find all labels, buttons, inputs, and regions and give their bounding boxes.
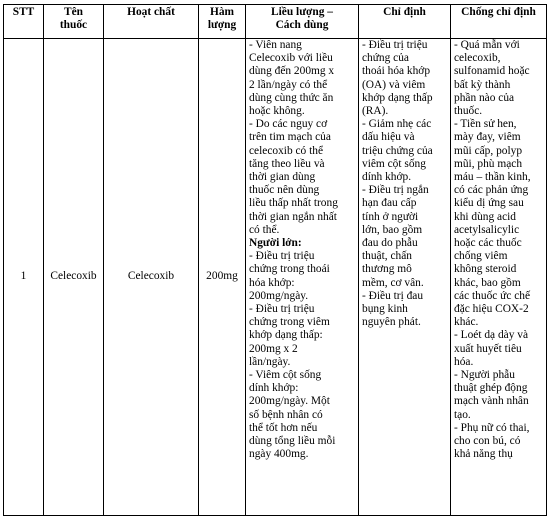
text-line: khác. — [454, 316, 479, 329]
text-line: đau do phẫu — [362, 237, 418, 250]
text-line: - Do các nguy cơ — [249, 118, 328, 131]
text-line: có các phản ứng — [454, 184, 529, 197]
text-line: dấu hiệu và — [362, 131, 415, 144]
cell-chong-chi-dinh — [451, 39, 547, 516]
text-line: viêm cột sống — [362, 157, 426, 170]
text-line: 2 lần/ngày có thể — [249, 78, 328, 91]
text-line: phần nào của — [454, 91, 515, 104]
text-line: hóa. — [454, 355, 474, 368]
header-ten-thuoc: Tên thuốc — [44, 5, 104, 39]
header-row — [4, 5, 547, 39]
text-line: thương mô — [362, 263, 412, 276]
text-line: - Điều trị triệu — [249, 250, 315, 263]
text-line: chứng của — [362, 52, 409, 65]
text-line: nguyên phát. — [362, 316, 421, 329]
text-line: có thể. — [249, 223, 280, 236]
header-hoat-chat: Hoạt chất — [104, 5, 199, 39]
text-line: 200mg x 2 — [249, 342, 298, 355]
text-line: khác, bao gồm — [454, 276, 521, 289]
text-line: - Loét dạ dày và — [454, 329, 529, 342]
text-line: khớp dạng thấp — [362, 91, 433, 104]
text-line: dùng tổng liều mỗi — [249, 435, 336, 448]
text-line: dùng cùng thức ăn — [249, 91, 334, 104]
cell-hoat-chat: Celecoxib — [104, 39, 199, 516]
text-line: - Phụ nữ có thai, — [454, 421, 530, 434]
text-line: - Điều trị triệu — [249, 303, 315, 316]
text-line: - Điều trị đau — [362, 289, 424, 302]
text-line: - Điều trị ngắn — [362, 184, 429, 197]
text-line: mũi cấp, polyp — [454, 144, 523, 157]
text-line: mày đay, viêm — [454, 131, 521, 144]
text-line: triệu chứng của — [362, 144, 433, 157]
text-line: các thuốc ức chế — [454, 289, 531, 302]
text-line: 200mg/ngày. — [249, 289, 309, 302]
text-line: không steroid — [454, 263, 517, 276]
text-line: trên tim mạch của — [249, 131, 331, 144]
text-line: chứng trong thoái — [249, 263, 330, 276]
text-line: khớp dạng thấp: — [249, 329, 323, 342]
header-stt: STT — [4, 5, 44, 39]
text-line: số bệnh nhân có — [249, 408, 323, 421]
text-line: sulfonamid hoặc — [454, 65, 530, 78]
text-line: thuốc nên dùng — [249, 184, 320, 197]
text-line: - Người phẫu — [454, 369, 515, 382]
text-line: khả năng thụ — [454, 448, 513, 461]
text-line: thoái hóa khớp — [362, 65, 431, 78]
text-line: - Viên nang — [249, 39, 302, 51]
text-line: celecoxib, — [454, 52, 501, 65]
text-line: bất kỳ thành — [454, 78, 511, 91]
text-line: mũi, phù mạch — [454, 157, 523, 170]
text-line: đặc hiệu COX-2 — [454, 303, 529, 316]
text-line: (RA). — [362, 105, 389, 118]
text-line: hạn đau cấp — [362, 197, 417, 210]
cell-stt: 1 — [4, 39, 44, 516]
text-line: tạo. — [454, 408, 471, 421]
text-line: celecoxib có thể — [249, 144, 324, 157]
text-line: chống viêm — [454, 250, 508, 263]
text-line: - Tiền sử hen, — [454, 118, 517, 131]
cell-ten-thuoc: Celecoxib — [44, 39, 104, 516]
text-line: thời gian dùng — [249, 171, 316, 184]
text-line: hóa khớp: — [249, 276, 295, 289]
header-lieu-luong: Liều lượng – Cách dùng — [246, 5, 359, 39]
text-line: - Quá mẫn với — [454, 39, 520, 51]
text-line: hoặc các thuốc — [454, 237, 522, 250]
text-line: ngày 400mg. — [249, 448, 309, 461]
text-line: chứng trong viêm — [249, 316, 330, 329]
text-line: máu – thần kinh, — [454, 171, 531, 184]
text-line: thuật, chấn — [362, 250, 412, 263]
drug-table — [3, 4, 547, 516]
text-line: Celecoxib với liều — [249, 52, 333, 65]
text-line: tính ở người — [362, 210, 419, 223]
text-line: xuất huyết tiêu — [454, 342, 522, 355]
header-chi-dinh: Chỉ định — [359, 5, 451, 39]
cell-lieu-luong — [246, 39, 359, 516]
text-line: thể tốt hơn nếu — [249, 421, 318, 434]
table-row — [4, 39, 547, 516]
cell-ham-luong: 200mg — [199, 39, 246, 516]
cell-chi-dinh — [359, 39, 451, 516]
subheading-nguoi-lon: Người lớn: — [249, 237, 302, 250]
text-line: bụng kinh — [362, 303, 408, 316]
text-line: lần/ngày. — [249, 355, 291, 368]
text-line: thuốc. — [454, 105, 483, 118]
text-line: dính khớp: — [249, 382, 299, 395]
text-line: kiểu dị ứng sau — [454, 197, 524, 210]
text-line: lớn, bao gồm — [362, 223, 423, 236]
text-line: 200mg/ngày. Một — [249, 395, 330, 408]
text-line: liều thấp nhất trong — [249, 197, 338, 210]
text-line: thuật ghép động — [454, 382, 528, 395]
text-line: - Điều trị triệu — [362, 39, 428, 51]
text-line: dính khớp. — [362, 171, 412, 184]
header-ham-luong: Hàm lượng — [199, 5, 246, 39]
text-line: mềm, cơ vân. — [362, 276, 424, 289]
text-line: mạch vành nhân — [454, 395, 529, 408]
text-line: cho con bú, có — [454, 435, 521, 448]
text-line: acetylsalicylic — [454, 223, 520, 236]
text-line: - Viêm cột sống — [249, 369, 322, 382]
header-chong-chi-dinh: Chống chỉ định — [451, 5, 547, 39]
text-line: (OA) và viêm — [362, 78, 426, 91]
text-line: thời gian ngắn nhất — [249, 210, 337, 223]
text-line: dùng đến 200mg x — [249, 65, 335, 78]
text-line: - Giảm nhẹ các — [362, 118, 432, 131]
text-line: tăng theo liều và — [249, 157, 325, 170]
text-line: khi dùng acid — [454, 210, 517, 223]
text-line: hoặc không. — [249, 105, 305, 118]
